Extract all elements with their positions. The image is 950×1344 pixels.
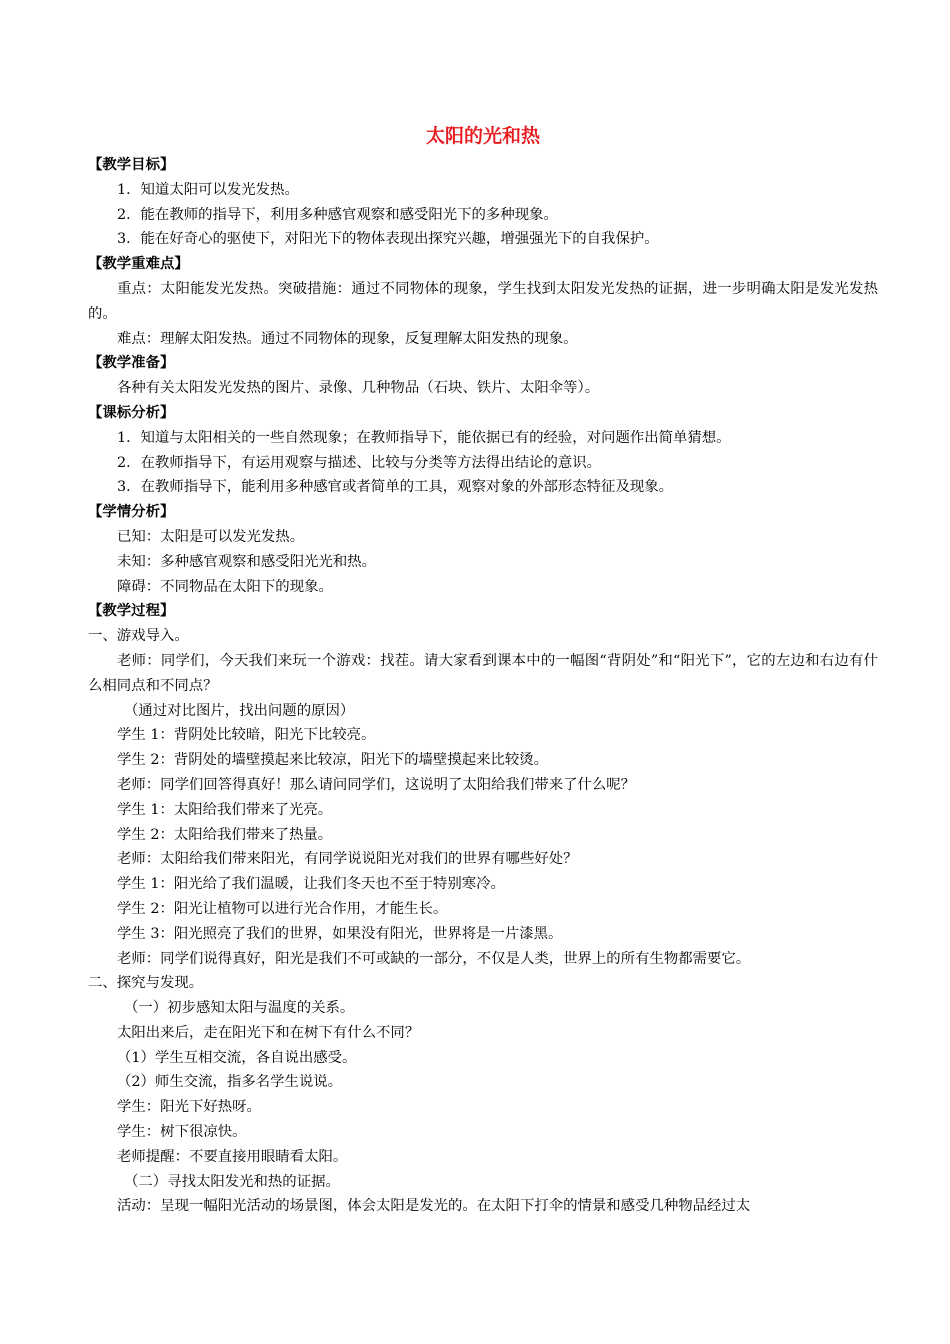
dialogue-line: 学生 1：太阳给我们带来了光亮。: [117, 801, 333, 818]
process-line: 学生：阳光下好热呀。: [117, 1099, 261, 1116]
student-analysis-item: 障碍：不同物品在太阳下的现象。: [117, 578, 333, 595]
dialogue-line: 学生 2：背阴处的墙壁摸起来比较凉，阳光下的墙壁摸起来比较烫。: [117, 752, 549, 769]
process-part1-title: 一、游戏导入。: [88, 628, 189, 645]
curriculum-item: 3．在教师指导下，能利用多种感官或者简单的工具，观察对象的外部形态特征及现象。: [117, 479, 674, 496]
dialogue-line: 老师：同学们回答得真好！那么请问同学们，这说明了太阳给我们带来了什么呢？: [117, 776, 636, 793]
document-page: [88, 121, 878, 1219]
process-activity: 活动：呈现一幅阳光活动的场景图，体会太阳是发光的。在太阳下打伞的情景和感受几种物品经过太: [117, 1198, 751, 1215]
key-point-difficulty: 难点：理解太阳发热。通过不同物体的现象，反复理解太阳发热的现象。: [117, 330, 578, 347]
process-part2-title: 二、探究与发现。: [88, 975, 204, 992]
process-part1-intro: 老师：同学们，今天我们来玩一个游戏：找茬。请大家看到课本中的一幅图“背阴处”和“阳光下”，它的左边和右边有什么相同点和不同点？: [88, 652, 878, 694]
dialogue-line: 老师：太阳给我们带来阳光，有同学说说阳光对我们的世界有哪些好处？: [117, 851, 578, 868]
dialogue-line: 学生 1：背阴处比较暗，阳光下比较亮。: [117, 727, 376, 744]
process-line: 太阳出来后，走在阳光下和在树下有什么不同？: [117, 1024, 420, 1041]
process-line: （2）师生交流，指多名学生说说。: [117, 1074, 343, 1091]
dialogue-line: 老师：同学们说得真好，阳光是我们不可或缺的一部分，不仅是人类，世界上的所有生物都需要它。: [117, 950, 751, 967]
dialogue-line: 学生 3：阳光照亮了我们的世界，如果没有阳光，世界将是一片漆黑。: [117, 925, 563, 942]
dialogue-line: 学生 2：阳光让植物可以进行光合作用，才能生长。: [117, 900, 448, 917]
dialogue-line: 学生 2：太阳给我们带来了热量。: [117, 826, 333, 843]
goal-item: 2．能在教师的指导下，利用多种感官观察和感受阳光下的多种现象。: [117, 206, 558, 223]
section-heading-students: 【学情分析】: [88, 504, 175, 521]
key-point-focus: 重点：太阳能发光发热。突破措施：通过不同物体的现象，学生找到太阳发光发热的证据，进一步明确太阳是发光发热的。: [88, 280, 878, 322]
process-line: （1）学生互相交流，各自说出感受。: [117, 1049, 357, 1066]
section-heading-curriculum: 【课标分析】: [88, 404, 175, 421]
section-heading-key-points: 【教学重难点】: [88, 256, 189, 273]
goal-item: 1．知道太阳可以发光发热。: [117, 181, 299, 198]
curriculum-item: 1．知道与太阳相关的一些自然现象；在教师指导下，能依据已有的经验，对问题作出简单猜想。: [117, 429, 731, 446]
student-analysis-item: 已知：太阳是可以发光发热。: [117, 528, 305, 545]
section-heading-process: 【教学过程】: [88, 603, 175, 620]
goal-item: 3．能在好奇心的驱使下，对阳光下的物体表现出探究兴趣，增强强光下的自我保护。: [117, 231, 659, 248]
section-heading-preparation: 【教学准备】: [88, 355, 175, 372]
process-line: 学生：树下很凉快。: [117, 1124, 247, 1141]
process-part2-sub2: （二）寻找太阳发光和热的证据。: [124, 1173, 340, 1190]
preparation-text: 各种有关太阳发光发热的图片、录像、几种物品（石块、铁片、太阳伞等）。: [117, 380, 600, 397]
dialogue-line: 学生 1：阳光给了我们温暖，让我们冬天也不至于特别寒冷。: [117, 876, 505, 893]
section-heading-goals: 【教学目标】: [88, 157, 175, 173]
process-line: 老师提醒：不要直接用眼睛看太阳。: [117, 1148, 348, 1165]
curriculum-item: 2．在教师指导下，有运用观察与描述、比较与分类等方法得出结论的意识。: [117, 454, 602, 471]
process-part2-sub1: （一）初步感知太阳与温度的关系。: [124, 1000, 355, 1017]
student-analysis-item: 未知：多种感官观察和感受阳光光和热。: [117, 553, 377, 570]
document-title: 太阳的光和热: [425, 125, 540, 147]
process-part1-note: （通过对比图片，找出问题的原因）: [124, 702, 355, 719]
